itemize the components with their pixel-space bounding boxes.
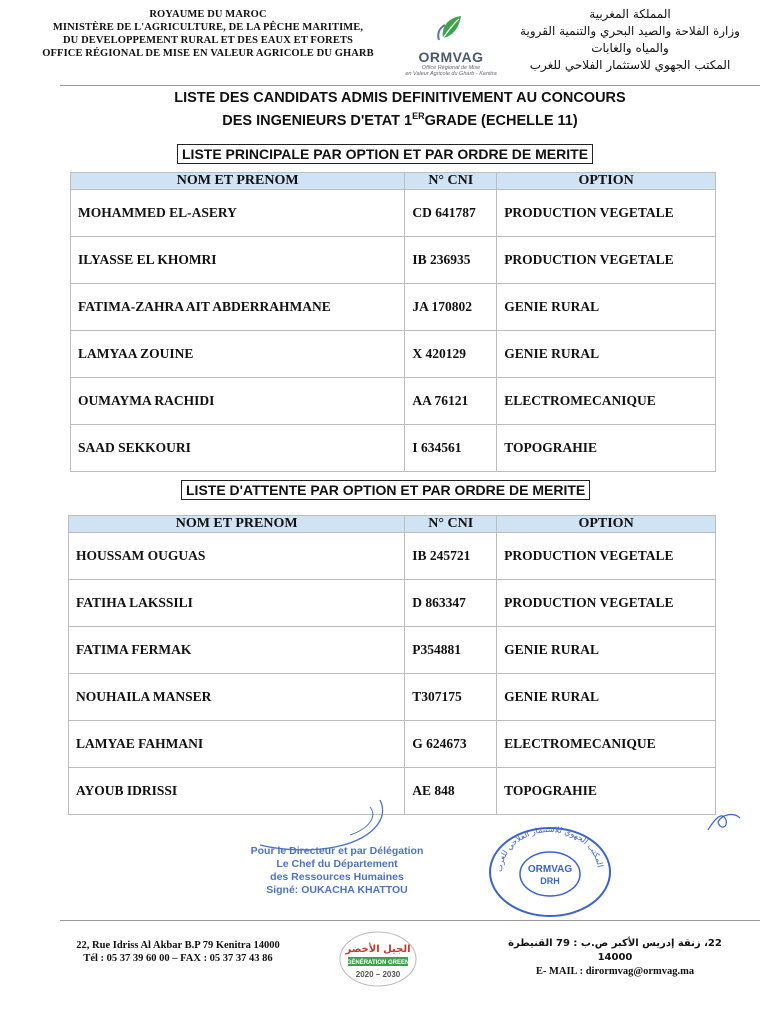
table-row	[71, 331, 716, 378]
signature-block	[232, 845, 442, 897]
header-line: DU DEVELOPPEMENT RURAL ET DES EAUX ET FORETS	[62, 35, 353, 46]
signature-line: des Ressources Humaines	[270, 871, 404, 883]
cell-option: PRODUCTION VEGETALE	[497, 580, 716, 627]
column-header-name: NOM ET PRENOM	[71, 173, 405, 190]
header-arabic-block	[505, 6, 755, 74]
waiting-list-heading-box	[181, 482, 590, 500]
cell-name: ILYASSE EL KHOMRI	[71, 237, 405, 284]
cell-cni: CD 641787	[405, 190, 497, 237]
cell-name: LAMYAA ZOUINE	[71, 331, 405, 378]
cell-option: TOPOGRAHIE	[497, 425, 716, 472]
table-row	[71, 425, 716, 472]
signature-line: Le Chef du Département	[276, 858, 398, 870]
header-divider	[60, 85, 760, 86]
cell-name: FATIHA LAKSSILI	[69, 580, 405, 627]
header-line: OFFICE RÉGIONAL DE MISE EN VALEUR AGRICOLE DU GHARB	[42, 48, 374, 59]
ormvag-logo	[396, 12, 506, 80]
table-row	[69, 674, 716, 721]
cell-cni: IB 245721	[405, 533, 497, 580]
cell-option: ELECTROMECANIQUE	[497, 721, 716, 768]
cell-cni: I 634561	[405, 425, 497, 472]
principal-list-heading-box	[177, 146, 593, 164]
cell-name: MOHAMMED EL-ASERY	[71, 190, 405, 237]
stamp-arc-text: المكتب الجهوي للاستثمار الفلاحي للغرب	[494, 824, 605, 873]
cell-cni: G 624673	[405, 721, 497, 768]
signature-line: Signé: OUKACHA KHATTOU	[266, 884, 408, 896]
waiting-list-heading: LISTE D'ATTENTE PAR OPTION ET PAR ORDRE DE MERITE	[181, 480, 590, 500]
cell-name: OUMAYMA RACHIDI	[71, 378, 405, 425]
column-header-option: OPTION	[497, 173, 716, 190]
table-row	[71, 190, 716, 237]
cell-cni: AA 76121	[405, 378, 497, 425]
logo-years: 2020 – 2030	[355, 970, 401, 979]
cell-option: TOPOGRAHIE	[497, 768, 716, 815]
principal-table	[70, 172, 716, 472]
cell-option: GENIE RURAL	[497, 627, 716, 674]
logo-caption: GÉNÉRATION GREEN	[346, 960, 410, 966]
table-row	[71, 378, 716, 425]
handwritten-initial-mark	[704, 800, 744, 836]
cell-name: FATIMA-ZAHRA AIT ABDERRAHMANE	[71, 284, 405, 331]
table-row	[69, 627, 716, 674]
header-french-block	[28, 8, 388, 60]
official-stamp	[486, 822, 614, 918]
table-row	[69, 580, 716, 627]
title-part: DES INGENIEURS D'ETAT 1	[222, 112, 413, 129]
cell-name: NOUHAILA MANSER	[69, 674, 405, 721]
footer-line: 22, Rue Idriss Al Akbar B.P 79 Kenitra 14000	[76, 940, 280, 951]
stamp-center-text: ORMVAG	[527, 864, 573, 875]
logo-subtitle: en Valeur Agricole du Gharb - Kenitra	[405, 71, 497, 77]
table-header-row	[69, 516, 716, 533]
column-header-cni: N° CNI	[405, 516, 497, 533]
logo-arabic-text: الجيل الأخضر	[345, 944, 411, 955]
cell-option: PRODUCTION VEGETALE	[497, 533, 716, 580]
table-header-row	[71, 173, 716, 190]
generation-green-logo	[336, 930, 420, 988]
cell-cni: P354881	[405, 627, 497, 674]
cell-option: GENIE RURAL	[497, 331, 716, 378]
cell-name: FATIMA FERMAK	[69, 627, 405, 674]
header-line-ar: المكتب الجهوي للاستثمار الفلاحي للغرب	[529, 58, 731, 72]
cell-option: PRODUCTION VEGETALE	[497, 237, 716, 284]
cell-option: PRODUCTION VEGETALE	[497, 190, 716, 237]
table-row	[71, 237, 716, 284]
column-header-name: NOM ET PRENOM	[69, 516, 405, 533]
cell-option: ELECTROMECANIQUE	[497, 378, 716, 425]
footer-line: Tél : 05 37 39 60 00 – FAX : 05 37 37 43 86	[83, 953, 273, 964]
footer-address-ar	[505, 937, 725, 979]
document-title-line1: LISTE DES CANDIDATS ADMIS DEFINITIVEMENT AU CONCOURS	[174, 90, 626, 106]
footer-email: E- MAIL : dirormvag@ormvag.ma	[535, 966, 695, 977]
cell-option: GENIE RURAL	[497, 674, 716, 721]
column-header-option: OPTION	[497, 516, 716, 533]
cell-cni: T307175	[405, 674, 497, 721]
cell-cni: IB 236935	[405, 237, 497, 284]
cell-option: GENIE RURAL	[497, 284, 716, 331]
stamp-center-text: DRH	[540, 876, 560, 886]
logo-text: ORMVAG	[418, 49, 484, 65]
cell-name: HOUSSAM OUGUAS	[69, 533, 405, 580]
header-line-ar: وزارة الفلاحة والصيد البحري والتنمية القروية والمياه والغابات	[520, 24, 740, 55]
cell-cni: AE 848	[405, 768, 497, 815]
column-header-cni: N° CNI	[405, 173, 497, 190]
table-row	[71, 284, 716, 331]
cell-name: AYOUB IDRISSI	[69, 768, 405, 815]
cell-name: LAMYAE FAHMANI	[69, 721, 405, 768]
signature-line: Pour le Directeur et par Délégation	[250, 845, 424, 857]
header-line: ROYAUME DU MAROC	[149, 9, 267, 20]
footer-divider	[60, 920, 760, 921]
logo-subtitle: Office Régional de Mise	[421, 65, 481, 71]
header-line: MINISTÈRE DE L'AGRICULTURE, DE LA PÊCHE MARITIME,	[52, 22, 364, 33]
waiting-table	[68, 515, 716, 815]
header-line-ar: المملكة المغربية	[589, 7, 671, 21]
leaf-icon	[431, 12, 471, 42]
footer-address-fr	[58, 939, 298, 965]
cell-name: SAAD SEKKOURI	[71, 425, 405, 472]
table-row	[69, 721, 716, 768]
footer-line-ar: 22، زنقة إدريس الأكبر ص.ب : 79 القنيطرة 14000	[508, 938, 722, 963]
document-title-line2	[100, 111, 700, 129]
cell-cni: X 420129	[405, 331, 497, 378]
cell-cni: D 863347	[405, 580, 497, 627]
title-superscript: ER	[412, 111, 425, 121]
principal-list-heading: LISTE PRINCIPALE PAR OPTION ET PAR ORDRE DE MERITE	[177, 144, 593, 164]
title-part: GRADE (ECHELLE 11)	[424, 112, 578, 129]
table-row	[69, 533, 716, 580]
cell-cni: JA 170802	[405, 284, 497, 331]
